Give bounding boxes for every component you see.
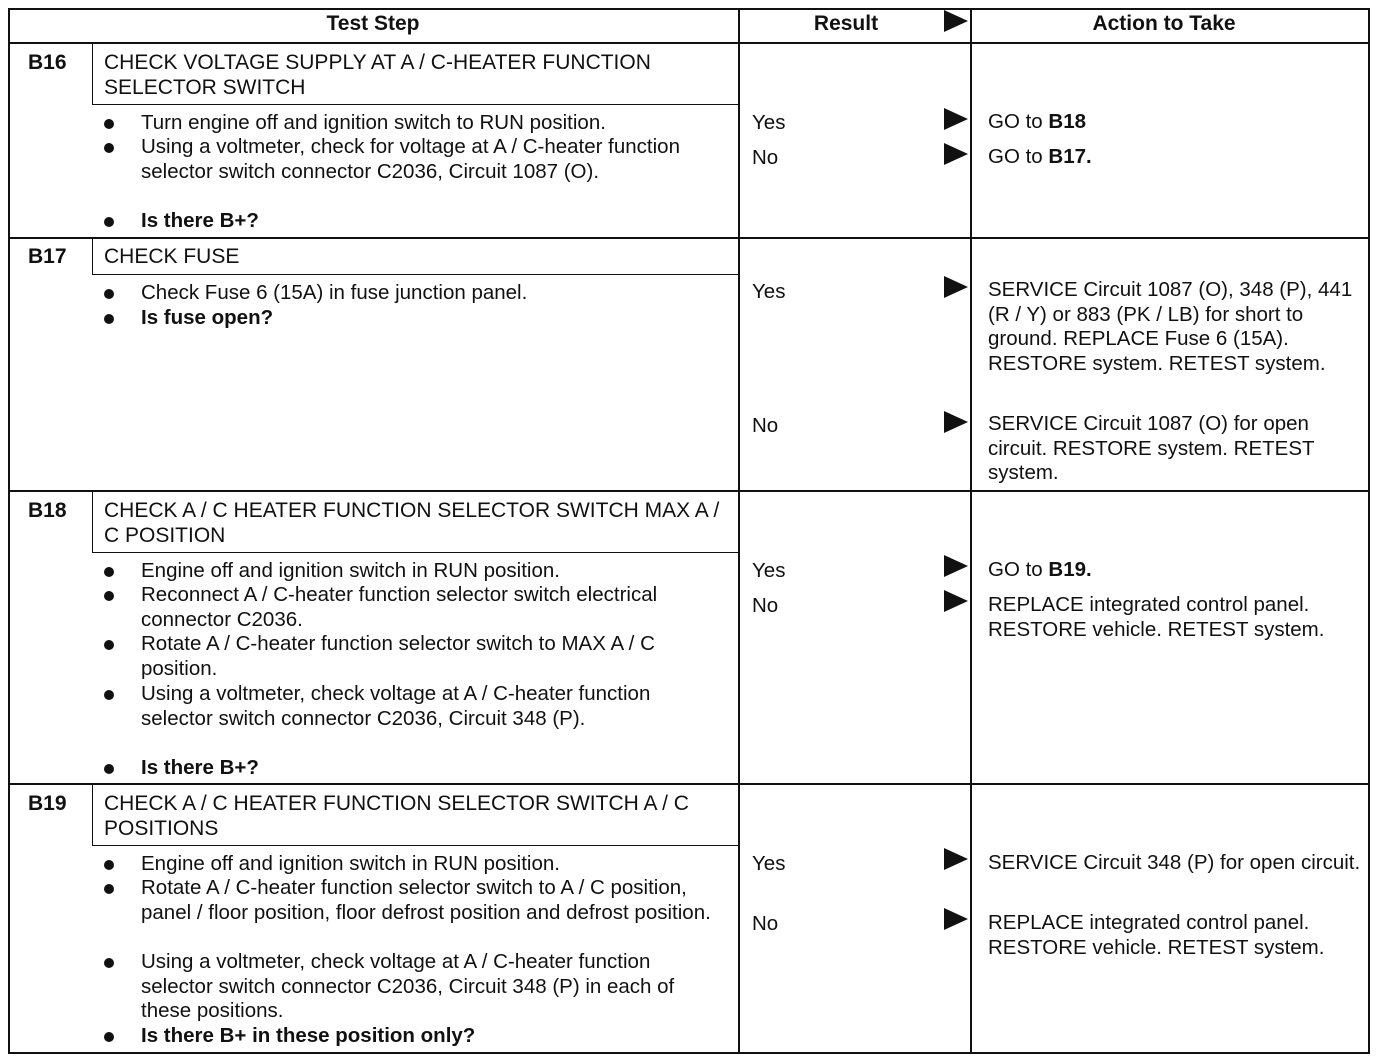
arrow-right-icon xyxy=(944,908,968,930)
step-id: B17 xyxy=(28,245,67,268)
action-text: REPLACE integrated control panel. RESTORE vehicle. RETEST system. xyxy=(988,911,1325,959)
list-item: Is there B+? xyxy=(104,209,724,234)
arrow-right-icon xyxy=(944,276,968,298)
action-text: GO to B17. xyxy=(988,145,1092,168)
bullet-icon xyxy=(104,690,114,700)
list-item: Is fuse open? xyxy=(104,306,724,331)
bullet-icon xyxy=(104,860,114,870)
result-yes: Yes xyxy=(752,559,786,582)
list-item: Using a voltmeter, check voltage at A / C-heater function selector switch connector C2036, Circuit 348 (P) in each of these positions. xyxy=(104,950,724,1024)
result-no: No xyxy=(752,912,779,935)
list-item: Rotate A / C-heater function selector switch to A / C position, panel / floor position, floor defrost position and defrost position. xyxy=(104,876,724,925)
bullet-icon xyxy=(104,217,114,227)
action-text: SERVICE Circuit 348 (P) for open circuit. xyxy=(988,851,1361,874)
bullet-icon xyxy=(104,314,114,324)
step-title: CHECK FUSE xyxy=(104,245,240,268)
list-item: Reconnect A / C-heater function selector switch electrical connector C2036. xyxy=(104,583,724,632)
arrow-right-icon xyxy=(944,411,968,433)
action-text: GO to B19. xyxy=(988,558,1092,581)
header-test-step: Test Step xyxy=(326,12,420,35)
action-text: REPLACE integrated control panel. RESTORE vehicle. RETEST system. xyxy=(988,593,1325,641)
arrow-right-icon xyxy=(944,10,968,32)
arrow-right-icon xyxy=(944,108,968,130)
step-title: CHECK VOLTAGE SUPPLY AT A / C-HEATER FUNCTION SELECTOR SWITCH xyxy=(104,51,651,99)
list-item: Using a voltmeter, check for voltage at A / C-heater function selector switch connector C2036, Circuit 1087 (O). xyxy=(104,135,724,184)
step-title: CHECK A / C HEATER FUNCTION SELECTOR SWITCH A / C POSITIONS xyxy=(104,792,689,840)
result-yes: Yes xyxy=(752,111,786,134)
result-no: No xyxy=(752,146,779,169)
bullet-icon xyxy=(104,591,114,601)
bullet-icon xyxy=(104,764,114,774)
list-item: Rotate A / C-heater function selector switch to MAX A / C position. xyxy=(104,632,724,681)
list-item: Turn engine off and ignition switch to RUN position. xyxy=(104,111,724,136)
list-item: Is there B+? xyxy=(104,756,724,781)
arrow-right-icon xyxy=(944,555,968,577)
step-id: B19 xyxy=(28,792,67,815)
bullet-icon xyxy=(104,119,114,129)
result-yes: Yes xyxy=(752,280,786,303)
arrow-right-icon xyxy=(944,590,968,612)
action-text: SERVICE Circuit 1087 (O) for open circuit. RESTORE system. RETEST system. xyxy=(988,412,1315,484)
step-title: CHECK A / C HEATER FUNCTION SELECTOR SWITCH MAX A / C POSITION xyxy=(104,499,720,547)
step-id: B18 xyxy=(28,499,67,522)
bullet-icon xyxy=(104,143,114,153)
arrow-right-icon xyxy=(944,143,968,165)
bullet-icon xyxy=(104,884,114,894)
list-item: Engine off and ignition switch in RUN position. xyxy=(104,559,724,584)
action-text: SERVICE Circuit 1087 (O), 348 (P), 441 (R / Y) or 883 (PK / LB) for short to ground. REPLACE Fuse 6 (15A). RESTORE system. RETEST system. xyxy=(988,278,1353,375)
bullet-icon xyxy=(104,1032,114,1042)
header-action: Action to Take xyxy=(1092,12,1236,35)
result-no: No xyxy=(752,594,779,617)
bullet-icon xyxy=(104,958,114,968)
result-no: No xyxy=(752,414,779,437)
header-result: Result xyxy=(813,12,879,35)
action-text: GO to B18 xyxy=(988,110,1086,133)
bullet-icon xyxy=(104,640,114,650)
bullet-icon xyxy=(104,567,114,577)
list-item: Engine off and ignition switch in RUN position. xyxy=(104,852,724,877)
list-item: Using a voltmeter, check voltage at A / C-heater function selector switch connector C2036, Circuit 348 (P). xyxy=(104,682,724,731)
result-yes: Yes xyxy=(752,852,786,875)
arrow-right-icon xyxy=(944,848,968,870)
bullet-icon xyxy=(104,289,114,299)
list-item: Is there B+ in these position only? xyxy=(104,1024,724,1049)
list-item: Check Fuse 6 (15A) in fuse junction panel. xyxy=(104,281,724,306)
step-id: B16 xyxy=(28,51,67,74)
